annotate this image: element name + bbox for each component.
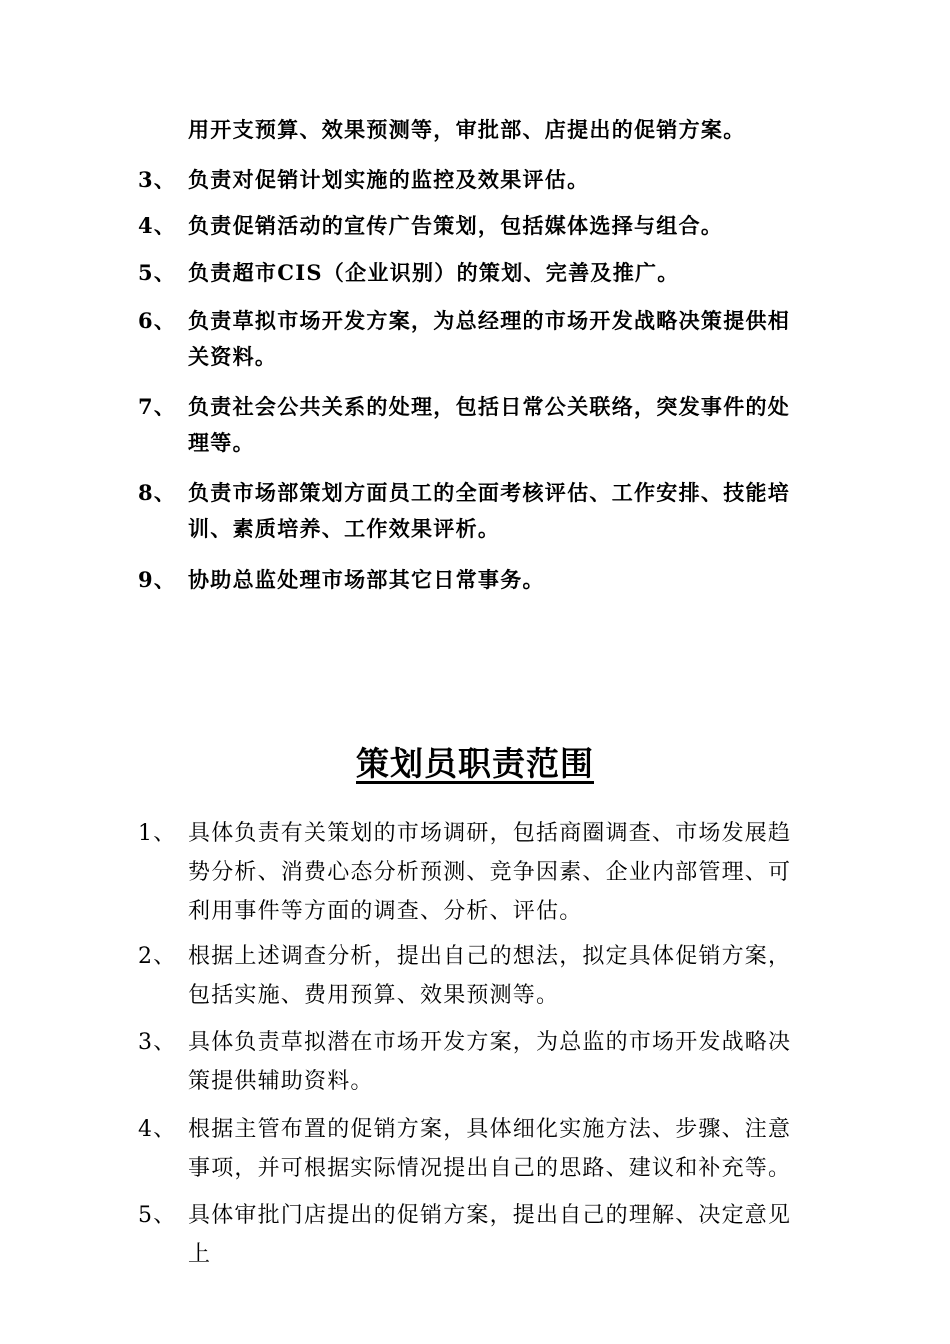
list-item-number: 5、 <box>138 1203 177 1228</box>
list-item-number: 4、 <box>138 213 177 238</box>
list-item-number: 2、 <box>138 944 177 969</box>
list-item-number: 8、 <box>138 480 177 505</box>
list-item-number: 3、 <box>138 167 177 192</box>
list-item-number: 9、 <box>138 567 177 592</box>
list-item-number: 6、 <box>138 308 177 333</box>
list-item-number: 1、 <box>138 821 177 846</box>
list-item-text: 负责促销活动的宣传广告策划，包括媒体选择与组合。 <box>188 213 724 238</box>
list-item-text: 协助总监处理市场部其它日常事务。 <box>188 567 545 592</box>
list-item-number: 3、 <box>138 1030 177 1055</box>
list-item-number: 5、 <box>138 260 177 285</box>
list-item-text: 具体审批门店提出的促销方案，提出自己的理解、决定意见上 <box>188 1203 792 1267</box>
list-item-text: 负责草拟市场开发方案，为总经理的市场开发战略决策提供相关资料。 <box>188 308 791 369</box>
list-item-text: 根据主管布置的促销方案，具体细化实施方法、步骤、注意事项，并可根据实际情况提出自己的思路、建议和补充等。 <box>188 1117 792 1181</box>
list-item-number: 4、 <box>138 1117 177 1142</box>
list-item-text: 负责对促销计划实施的监控及效果评估。 <box>188 167 590 192</box>
list-item-text: 根据上述调查分析，提出自己的想法，拟定具体促销方案，包括实施、费用预算、效果预测等。 <box>188 944 792 1008</box>
section-heading: 策划员职责范围 <box>356 744 594 783</box>
list-item-text: 负责社会公共关系的处理，包括日常公关联络，突发事件的处理等。 <box>188 394 791 455</box>
list-item-text: 具体负责有关策划的市场调研，包括商圈调查、市场发展趋势分析、消费心态分析预测、竞争因素、企业内部管理、可利用事件等方面的调查、分析、评估。 <box>188 821 792 924</box>
list-item-text: 用开支预算、效果预测等，审批部、店提出的促销方案。 <box>188 117 746 142</box>
list-item-number: 7、 <box>138 394 177 419</box>
list-item-text: 负责超市CIS（企业识别）的策划、完善及推广。 <box>188 260 680 285</box>
list-item-text: 负责市场部策划方面员工的全面考核评估、工作安排、技能培训、素质培养、工作效果评析。 <box>188 480 791 541</box>
list-item-text: 具体负责草拟潜在市场开发方案，为总监的市场开发战略决策提供辅助资料。 <box>188 1030 792 1094</box>
